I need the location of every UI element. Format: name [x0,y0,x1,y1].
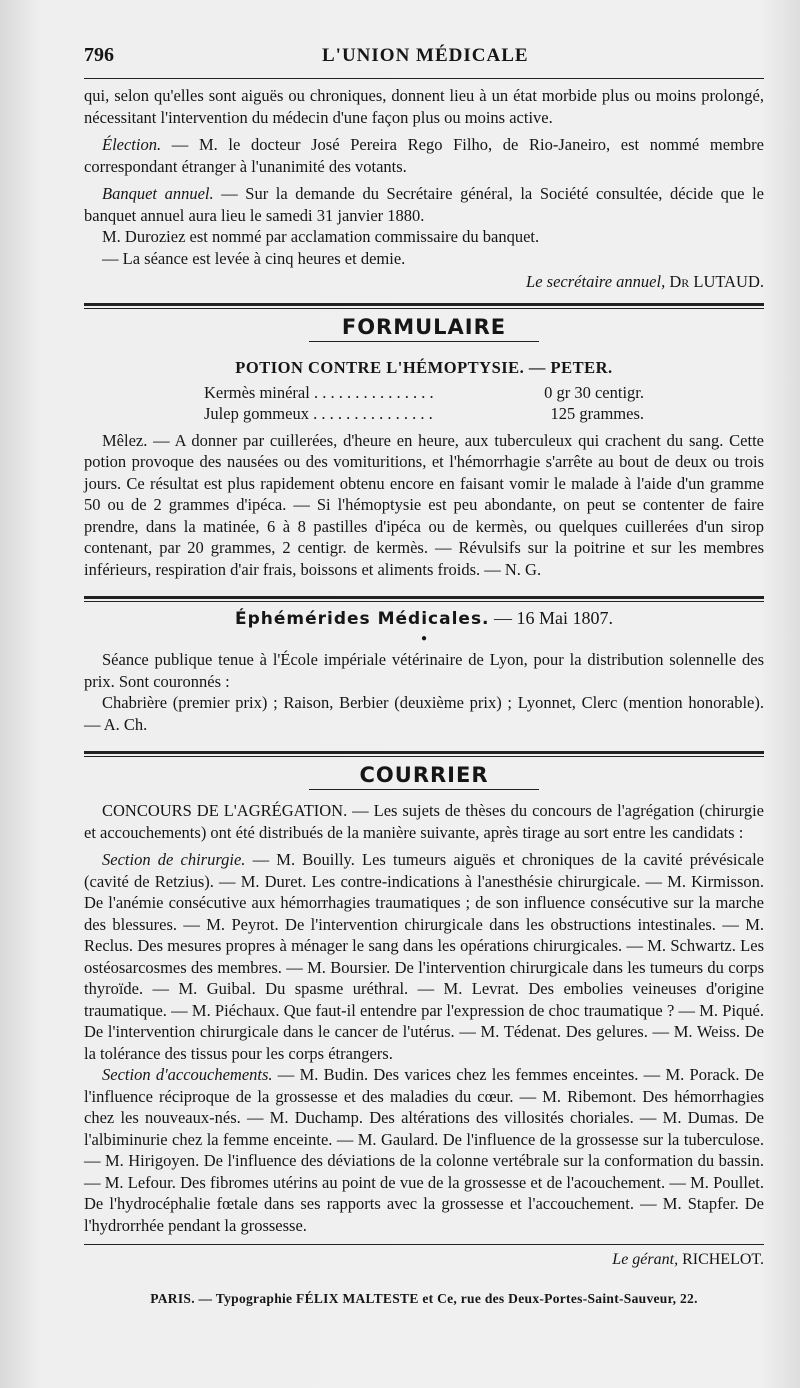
seance-paragraph: — La séance est levée à cinq heures et demie. [102,248,406,268]
title-underline [309,341,539,342]
election-paragraph [84,134,764,177]
intro-paragraph: qui, selon qu'elles sont aiguës ou chroniques, donnent lieu à un état morbide plus ou moins prolongé, nécessitant l'intervention du médecin d'une façon plus ou moins active. [84,86,764,127]
gerant-signature [84,1249,764,1271]
concours-text: — Les sujets de thèses du concours de l'agrégation (chirurgie et accouchements) ont été distribués de la manière suivante, après tirage au sort entre les candidats : [84,801,764,842]
ingredient-row [204,382,644,403]
section-rule [84,303,764,309]
accouchements-paragraph [84,1064,764,1236]
ephemerides-date: — 16 Mai 1807. [489,608,614,628]
title-underline [309,789,539,790]
accouchements-label: Section d'accouchements. [102,1065,273,1084]
section-rule [84,751,764,757]
signature-name: Dr LUTAUD. [665,272,764,291]
commissaire-paragraph: M. Duroziez est nommé par acclamation commissaire du banquet. [102,227,540,246]
ingredient-dose: 0 gr 30 centigr. [544,382,644,402]
ingredient-row [204,403,644,424]
page-header [84,44,764,74]
election-label: Élection. [102,135,162,154]
signature-label: Le secrétaire annuel, [526,272,666,291]
closing-rule [84,1244,764,1245]
recipe-ingredients [204,382,644,424]
chirurgie-text: — M. Bouilly. Les tumeurs aiguës et chroniques de la cavité prévésicale (cavité de Retzius). — M. Duret. Les contre-indications à l'anesthésie chirurgicale. — M. Kirmisson. De l'anémie consécutive aux hémorrhagies traumatiques ; de son influence consécutive sur la marche des blessures. — M. Peyrot. De l'intervention chirurgicale dans les obstructions intestinales. — M. Reclus. Des mesures propres à ménager le sang dans les opérations chirurgicales. — M. Schwartz. Les ostéosarcosmes des membres. — M. Boursier. De l'intervention chirurgicale dans les tumeurs du corps thyroïde. — M. Guibal. Du spasme uréthral. — M. Levrat. Des embolies veineuses d'origine traumatique. — M. Piéchaux. Que faut-il entendre par l'expression de choc traumatique ? — M. Piqué. De l'intervention chirurgicale dans le cancer de l'utérus. — M. Tédenat. Des gelures. — M. Weiss. De la tolérance des tissus pour les corps étrangers. [84,850,765,1063]
ephemerides-heading [84,608,764,629]
chirurgie-paragraph [84,849,764,1064]
ephemerides-text-2: Chabrière (premier prix) ; Raison, Berbier (deuxième prix) ; Lyonnet, Clerc (mention honorable). — A. Ch. [84,693,764,734]
ornament-dot: ● [420,633,428,644]
running-title: L'UNION MÉDICALE [322,45,529,66]
ingredient-name: Julep gommeux . . . . . . . . . . . . . . . [204,403,433,423]
concours-label: CONCOURS DE L'AGRÉGATION. [102,801,348,820]
accouchements-text: — M. Budin. Des varices chez les femmes enceintes. — M. Porack. De l'influence réciproque de la grossesse et des maladies du cœur. — M. Ribemont. Des hémorrhagies chez les nouveaux-nés. — M. Duchamp. Des altérations des villosités choriales. — M. Dumas. De l'albiminurie chez la femme enceinte. — M. Gaulard. De l'influence de la grossesse sur la tuberculose. — M. Hirigoyen. De l'influence des déviations de la colonne vertébrale sur la conformation du bassin. — M. Lefour. Des fibromes utérins au point de vue de la grossesse et de l'acouchement. — M. Poullet. De l'hydrocéphalie fœtale dans ses rapports avec la grossesse et l'accouchement. — M. Stapfer. De l'hydrorrhée pendant la grossesse. [84,1065,764,1235]
formulaire-title: FORMULAIRE [341,314,507,339]
banquet-label: Banquet annuel. [102,184,214,203]
section-rule [84,596,764,602]
banquet-text: — Sur la demande du Secrétaire général, la Société consultée, décide que le banquet annuel aura lieu le samedi 31 janvier 1880. [84,184,764,225]
ephemerides-text-1: Séance publique tenue à l'École impériale vétérinaire de Lyon, pour la distribution solennelle des prix. Sont couronnés : [84,650,764,691]
printer-imprint: PARIS. — Typographie FÉLIX MALTESTE et Ce, rue des Deux-Portes-Saint-Sauveur, 22. [150,1290,698,1306]
gerant-name: RICHELOT. [678,1251,764,1268]
page-number: 796 [84,44,114,66]
recipe-title: POTION CONTRE L'HÉMOPTYSIE. — PETER. [235,357,613,377]
gerant-label: Le gérant, [612,1251,679,1268]
ingredient-dose: 125 grammes. [550,403,644,423]
concours-paragraph [84,800,764,843]
banquet-paragraph [84,183,764,226]
secretary-signature [84,271,764,293]
courrier-title: COURRIER [359,763,489,787]
chirurgie-label: Section de chirurgie. [102,850,246,869]
recipe-instructions: Mêlez. — A donner par cuillerées, d'heure en heure, aux tuberculeux qui crachent du sang. Cette potion provoque des nausées ou des vomituritions, et l'hémorrhagie s'arrête au bout de deux ou trois jours. Ce résultat est plus rapidement obtenu encore en faisant vomir le malade à l'aide d'un gramme 50 ou de 2 grammes d'ipéca. — Si l'hémoptysie est peu abondante, on peut se contenter de faire prendre, dans la matinée, 6 à 8 pastilles d'ipéca ou de kermès, ou quelques cuillerées d'un sirop contenant, par 20 grammes, 2 centigr. de kermès. — Révulsifs sur la poitrine et sur les membres inférieurs, respiration d'air frais, boissons et aliments froids. — N. G. [84,430,764,579]
header-rule [84,78,764,79]
election-text: — M. le docteur José Pereira Rego Filho, de Rio-Janeiro, est nommé membre correspondant étranger à l'unanimité des votants. [84,135,764,176]
ingredient-name: Kermès minéral . . . . . . . . . . . . . . . [204,382,434,402]
ephemerides-title: Éphémérides Médicales. [234,609,490,629]
